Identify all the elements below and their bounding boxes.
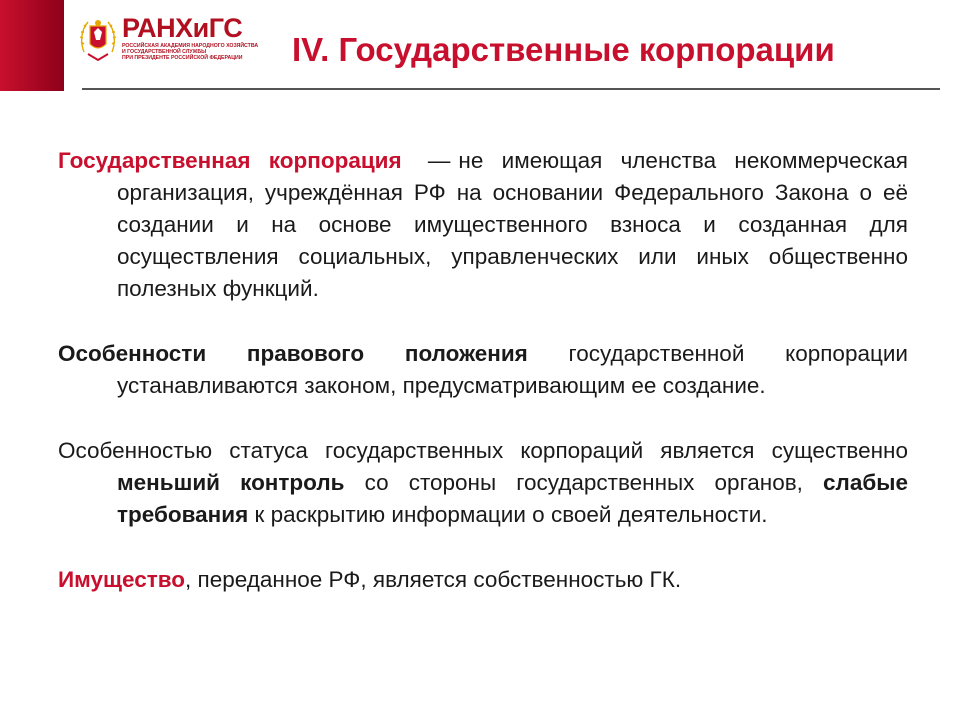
em-dash: — <box>427 148 451 173</box>
definition-text: не имеющая членства некоммерческая организация, учреждённая РФ на основании Федерального Закона о её создании и на основе имущественного взноса и созданная для осуществления социальных, управленческих или иных общественно полезных функций. <box>117 148 908 301</box>
term-state-corporation: Государственная корпорация <box>58 148 402 173</box>
status-text-3: к раскрытию информации о своей деятельности. <box>248 502 768 527</box>
status-features-paragraph <box>58 435 908 531</box>
term-property: Имущество <box>58 567 186 592</box>
logo-subtitle-line: ПРИ ПРЕЗИДЕНТЕ РОССИЙСКОЙ ФЕДЕРАЦИИ <box>122 55 243 61</box>
definition-paragraph <box>58 145 908 305</box>
legal-status-paragraph <box>58 338 908 402</box>
weak-requirements-bold: слабые требования <box>117 470 908 527</box>
status-text-1: Особенностью статуса государственных корпораций является существенно <box>58 438 908 463</box>
legal-status-text: государственной корпорации устанавливаются законом, предусматривающим ее создание. <box>117 341 908 398</box>
slide-title: IV. Государственные корпорации <box>292 31 835 68</box>
logo-subtitle-line: И ГОСУДАРСТВЕННОЙ СЛУЖБЫ <box>122 49 207 55</box>
status-text-2: со стороны государственных органов, <box>344 470 824 495</box>
legal-status-bold: Особенности правового положения <box>58 341 528 366</box>
logo-subtitle <box>122 43 259 61</box>
property-text: , переданное РФ, является собственностью ГК. <box>185 567 682 592</box>
header-divider <box>82 88 940 90</box>
slide-content <box>58 145 908 596</box>
logo <box>122 13 259 61</box>
logo-name: РАНХиГС <box>122 13 243 43</box>
property-paragraph <box>58 564 908 596</box>
ranepa-emblem-icon <box>78 14 118 62</box>
less-control-bold: меньший контроль <box>117 470 345 495</box>
red-accent-bar <box>0 0 64 91</box>
logo-subtitle-line: РОССИЙСКАЯ АКАДЕМИЯ НАРОДНОГО ХОЗЯЙСТВА <box>122 43 259 49</box>
